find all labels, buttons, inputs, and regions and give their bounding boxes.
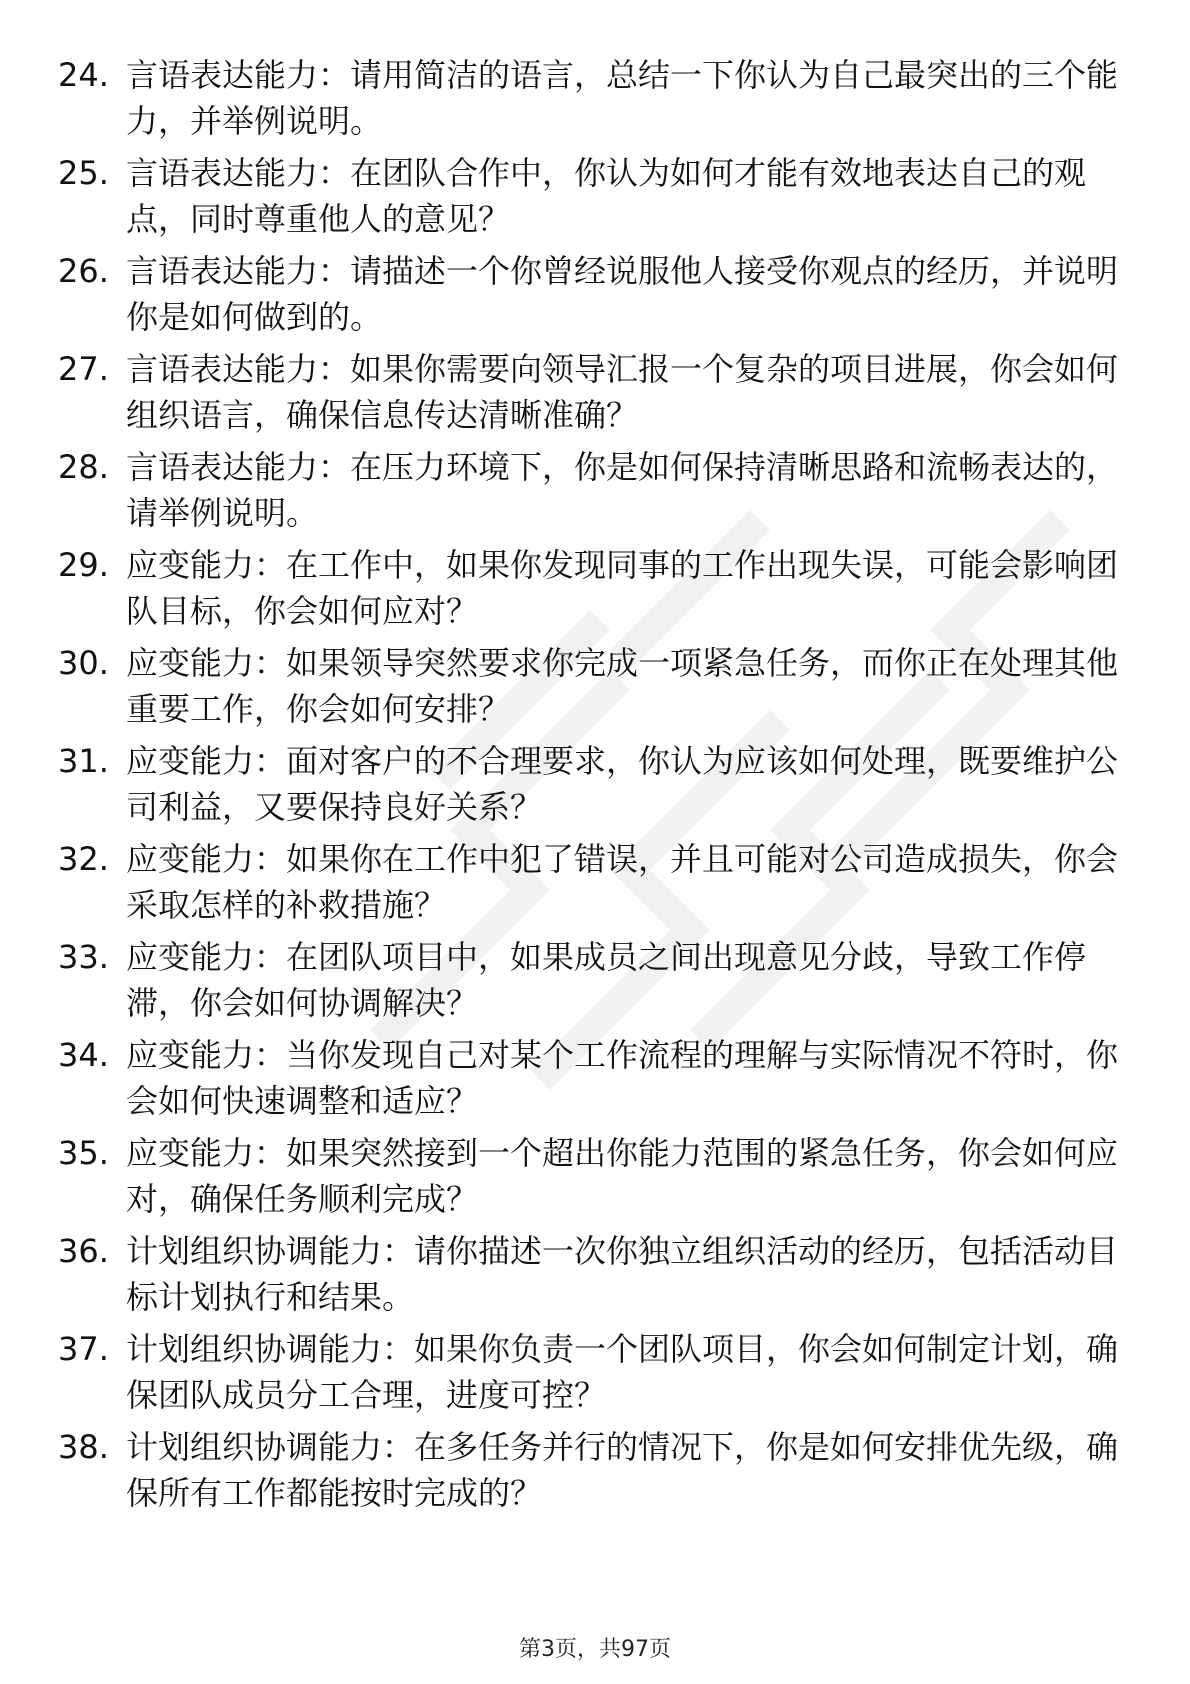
question-number: 30.: [58, 644, 109, 682]
question-item: [58, 1424, 1138, 1522]
question-number: 29.: [58, 546, 109, 584]
question-text: 计划组织协调能力：如果你负责一个团队项目，你会如何制定计划，确保团队成员分工合理，进度可控？: [126, 1330, 1119, 1414]
question-text: 应变能力：在工作中，如果你发现同事的工作出现失误，可能会影响团队目标，你会如何应对？: [126, 546, 1119, 630]
question-item: [58, 836, 1138, 934]
question-number: 32.: [58, 840, 109, 878]
question-item: [58, 934, 1138, 1032]
question-number: 34.: [58, 1036, 109, 1074]
question-number: 31.: [58, 742, 109, 780]
question-text: 言语表达能力：如果你需要向领导汇报一个复杂的项目进展，你会如何组织语言，确保信息传达清晰准确？: [126, 350, 1119, 434]
question-text: 应变能力：面对客户的不合理要求，你认为应该如何处理，既要维护公司利益，又要保持良好关系？: [126, 742, 1119, 826]
question-item: [58, 640, 1138, 738]
question-item: [58, 248, 1138, 346]
question-text: 计划组织协调能力：在多任务并行的情况下，你是如何安排优先级，确保所有工作都能按时完成的？: [126, 1428, 1119, 1512]
question-item: [58, 52, 1138, 150]
question-list: [58, 52, 1138, 1522]
question-number: 36.: [58, 1232, 109, 1270]
page-number-footer: 第3页，共97页: [519, 1637, 671, 1662]
question-item: [58, 1032, 1138, 1130]
question-item: [58, 150, 1138, 248]
question-text: 应变能力：如果突然接到一个超出你能力范围的紧急任务，你会如何应对，确保任务顺利完成？: [126, 1134, 1119, 1218]
question-number: 27.: [58, 350, 109, 388]
question-text: 应变能力：如果领导突然要求你完成一项紧急任务，而你正在处理其他重要工作，你会如何安排？: [126, 644, 1119, 728]
question-number: 24.: [58, 56, 109, 94]
question-text: 计划组织协调能力：请你描述一次你独立组织活动的经历，包括活动目标计划执行和结果。: [126, 1232, 1119, 1316]
question-item: [58, 346, 1138, 444]
question-number: 26.: [58, 252, 109, 290]
question-number: 37.: [58, 1330, 109, 1368]
question-number: 33.: [58, 938, 109, 976]
question-text: 应变能力：如果你在工作中犯了错误，并且可能对公司造成损失，你会采取怎样的补救措施？: [126, 840, 1119, 924]
question-item: [58, 444, 1138, 542]
question-number: 28.: [58, 448, 109, 486]
question-number: 25.: [58, 154, 109, 192]
question-item: [58, 1228, 1138, 1326]
question-number: 35.: [58, 1134, 109, 1172]
question-text: 应变能力：当你发现自己对某个工作流程的理解与实际情况不符时，你会如何快速调整和适应？: [126, 1036, 1119, 1120]
question-item: [58, 1130, 1138, 1228]
question-text: 言语表达能力：在团队合作中，你认为如何才能有效地表达自己的观点，同时尊重他人的意见？: [126, 154, 1087, 238]
question-text: 言语表达能力：请用简洁的语言，总结一下你认为自己最突出的三个能力，并举例说明。: [126, 56, 1119, 140]
question-text: 言语表达能力：请描述一个你曾经说服他人接受你观点的经历，并说明你是如何做到的。: [126, 252, 1119, 336]
question-text: 应变能力：在团队项目中，如果成员之间出现意见分歧，导致工作停滞，你会如何协调解决？: [126, 938, 1087, 1022]
question-item: [58, 738, 1138, 836]
question-item: [58, 542, 1138, 640]
question-text: 言语表达能力：在压力环境下，你是如何保持清晰思路和流畅表达的，请举例说明。: [126, 448, 1119, 532]
question-number: 38.: [58, 1428, 109, 1466]
question-item: [58, 1326, 1138, 1424]
